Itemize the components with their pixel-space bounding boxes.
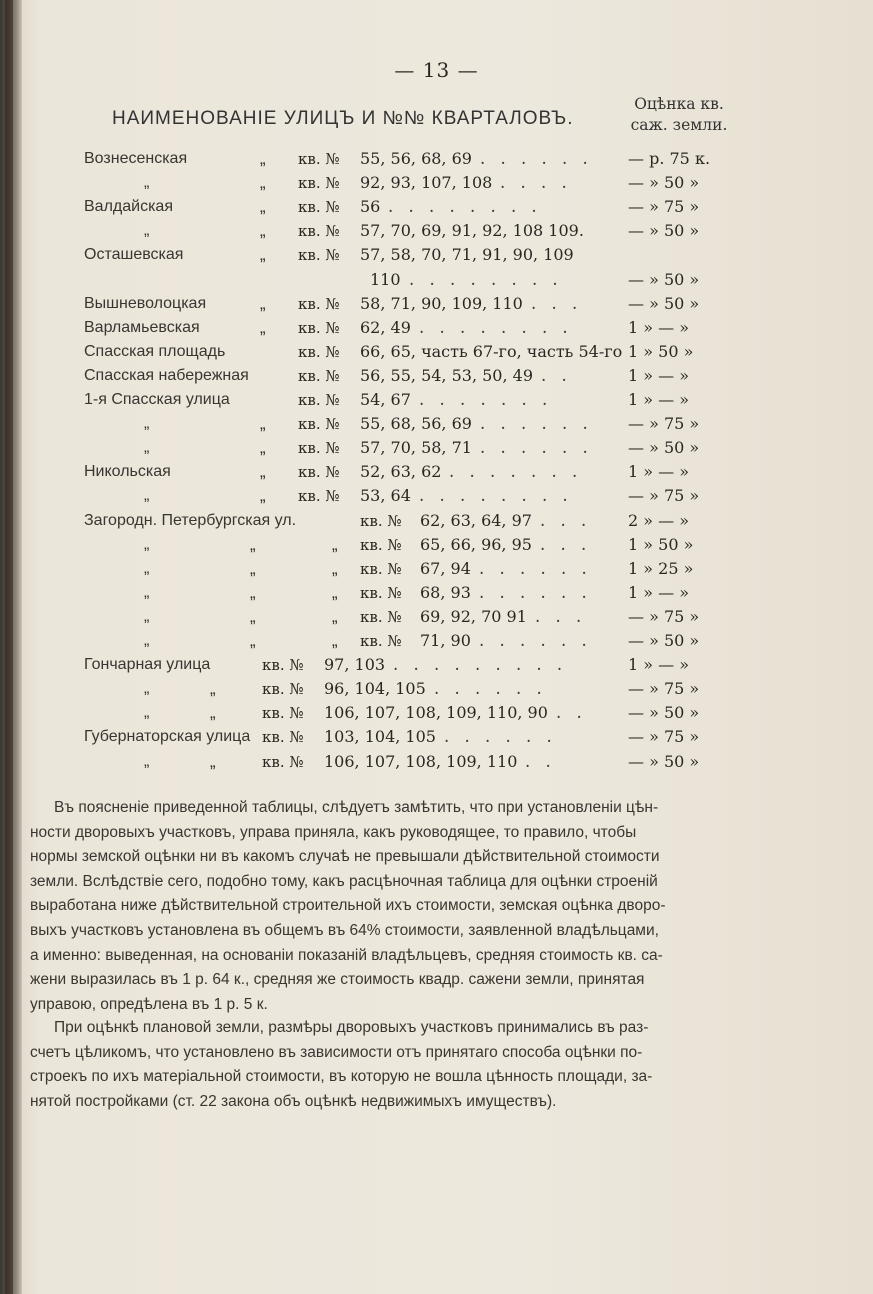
row-value: 1 » — » xyxy=(628,655,690,675)
row-value: — » 75 » xyxy=(628,679,700,699)
row-street: Спасская площадь xyxy=(84,342,226,360)
row-kv-label: кв. № xyxy=(262,680,304,699)
table-row xyxy=(0,244,873,266)
row-value: 2 » — » xyxy=(628,510,690,530)
row-quarters: 67, 94 xyxy=(420,558,471,578)
row-value: — р. 75 к. xyxy=(628,149,711,168)
table-row xyxy=(0,678,873,700)
row-quarters: 68, 93 xyxy=(420,582,471,602)
row-quarters: 58, 71, 90, 109, 110 xyxy=(360,293,523,313)
row-value: 1 » — » xyxy=(628,317,690,337)
row-quarters: 57, 70, 58, 71 xyxy=(360,438,472,458)
row-ditto-mark: „ xyxy=(332,583,338,602)
row-quarters: 106, 107, 108, 109, 110, 90 xyxy=(324,703,548,723)
row-dots: . . . . . . xyxy=(480,438,593,458)
row-kv-label: кв. № xyxy=(360,632,402,650)
paragraph-line: выхъ участковъ установлена въ общемъ въ 64% стоимости, заявленной владѣльцами, xyxy=(30,921,659,939)
row-street: „ xyxy=(144,583,150,601)
row-kv-label: кв. № xyxy=(298,246,340,265)
paragraph-line: земли. Вслѣдствіе сего, подобно тому, какъ расцѣночная таблица для оцѣнки строеній xyxy=(30,872,658,890)
paragraph-line: а именно: выведенная, на основаніи показаній владѣльцевъ, средняя стоимость кв. са- xyxy=(30,946,663,964)
row-value: 1 » 50 » xyxy=(628,341,694,361)
row-street: Губернаторская улица xyxy=(84,728,251,746)
row-dots: . . . . . . xyxy=(479,631,592,650)
row-kv-label: кв. № xyxy=(360,535,402,554)
row-dots: . . . . . . xyxy=(444,727,557,747)
table-row xyxy=(0,558,873,580)
row-ditto-mark: „ xyxy=(260,415,266,434)
row-dots: . . . . . . xyxy=(480,149,593,168)
row-dots: . . . xyxy=(535,606,587,626)
table-row xyxy=(0,606,873,628)
table-row xyxy=(0,269,873,291)
row-quarters: 62, 49 xyxy=(360,317,411,337)
row-street: Валдайская xyxy=(84,198,173,216)
row-kv-label: кв. № xyxy=(262,728,304,747)
value-header-line1: Оцѣнка кв. xyxy=(634,95,724,113)
row-dots: . . . . . . . . xyxy=(409,269,563,289)
table-row xyxy=(0,341,873,363)
table-row xyxy=(0,510,873,532)
row-street: Вознесенская xyxy=(84,150,188,167)
table-row xyxy=(0,413,873,435)
row-ditto-mark: „ xyxy=(210,704,216,723)
row-quarters: 103, 104, 105 xyxy=(324,727,436,747)
row-ditto-mark: „ xyxy=(250,559,256,578)
paragraph-line: нятой постройками (ст. 22 закона объ оцѣнкѣ недвижимыхъ имуществъ). xyxy=(30,1092,557,1110)
row-quarters: 53, 64 xyxy=(360,486,411,506)
paragraph-line: При оцѣнкѣ плановой земли, размѣры дворовыхъ участковъ принимались въ раз- xyxy=(54,1019,649,1036)
row-dots: . . xyxy=(541,365,572,385)
row-dots: . . xyxy=(525,751,556,771)
paragraph-line: нормы земской оцѣнки ни въ какомъ случаѣ не превышали дѣйствительной стоимости xyxy=(30,848,660,866)
row-quarters: 55, 56, 68, 69 xyxy=(360,149,472,168)
row-value: — » 50 » xyxy=(628,703,700,723)
row-dots: . . . . . . xyxy=(434,679,547,699)
paragraph-line: жени выразилась въ 1 р. 64 к., средняя же стоимость квадр. сажени земли, принятая xyxy=(30,971,645,989)
row-value: — » 75 » xyxy=(628,606,700,626)
table-row xyxy=(0,461,873,483)
row-kv-label: кв. № xyxy=(298,415,340,434)
row-value: — » 75 » xyxy=(628,414,700,434)
page-number: — 13 — xyxy=(394,58,479,82)
row-dots: . . . . . . . . xyxy=(419,486,573,506)
table-row xyxy=(0,172,873,194)
table-row xyxy=(0,220,873,242)
paragraph-line: счетъ цѣликомъ, что установлено въ зависимости отъ принятаго способа оцѣнки по- xyxy=(30,1043,643,1061)
row-street: „ xyxy=(144,487,150,505)
row-ditto-mark: „ xyxy=(250,535,256,554)
row-ditto-mark: „ xyxy=(332,607,338,626)
table-row xyxy=(0,702,873,724)
row-ditto-mark: „ xyxy=(332,559,338,578)
row-kv-label: кв. № xyxy=(262,704,304,723)
row-street: „ xyxy=(144,752,150,770)
row-value: — » 50 » xyxy=(628,173,700,193)
row-dots: . . . . . . . xyxy=(449,462,583,482)
row-kv-label: кв. № xyxy=(262,752,304,771)
row-quarters: 56 xyxy=(360,197,381,217)
row-quarters: 71, 90 xyxy=(420,631,471,650)
row-ditto-mark: „ xyxy=(260,222,266,241)
row-street: Спасская набережная xyxy=(84,366,249,384)
row-ditto-mark: „ xyxy=(260,318,266,337)
row-kv-label: кв. № xyxy=(298,463,340,482)
row-value: — » 50 » xyxy=(628,751,700,771)
row-ditto-mark: „ xyxy=(260,487,266,506)
paragraph-line: управою, опредѣлена въ 1 р. 5 к. xyxy=(30,995,268,1013)
row-street: Варламьевская xyxy=(84,318,200,336)
row-kv-label: кв. № xyxy=(298,150,340,168)
table-row xyxy=(0,317,873,339)
row-dots: . . . . . . . . . xyxy=(393,655,568,675)
row-kv-label: кв. № xyxy=(298,222,340,241)
paragraph-line: строекъ по ихъ матеріальной стоимости, въ которую не вошла цѣнность площади, за- xyxy=(30,1068,653,1086)
row-ditto-mark: „ xyxy=(210,680,216,699)
row-street: „ xyxy=(144,559,150,577)
row-value: — » 50 » xyxy=(628,438,700,458)
row-dots: . . . . . . . . xyxy=(419,317,573,337)
row-street: „ xyxy=(144,415,150,433)
row-quarters: 66, 65, часть 67-го, часть 54-го xyxy=(360,341,623,361)
table-row xyxy=(0,148,873,170)
value-header-line2: саж. земли. xyxy=(630,116,728,134)
row-value: 1 » 50 » xyxy=(628,534,694,554)
row-dots: . . . xyxy=(540,510,592,530)
row-value: — » 50 » xyxy=(628,221,700,241)
row-kv-label: кв. № xyxy=(298,174,340,193)
row-quarters: 110 xyxy=(370,269,401,289)
row-value: — » 50 » xyxy=(628,269,700,289)
row-value: — » 50 » xyxy=(628,293,700,313)
row-kv-label: кв. № xyxy=(298,366,340,385)
row-quarters: 56, 55, 54, 53, 50, 49 xyxy=(360,365,534,385)
table-row xyxy=(0,485,873,507)
row-dots: . . . . xyxy=(500,173,572,193)
row-kv-label: кв. № xyxy=(298,294,340,313)
table-row xyxy=(0,196,873,218)
row-quarters: 96, 104, 105 xyxy=(324,679,426,699)
row-ditto-mark: „ xyxy=(260,246,266,265)
row-street: „ xyxy=(144,632,150,649)
row-value: — » 75 » xyxy=(628,197,700,217)
row-dots: . . . xyxy=(540,534,592,554)
row-street: 1-я Спасская улица xyxy=(84,391,230,408)
row-kv-label: кв. № xyxy=(360,607,402,626)
row-quarters: 57, 58, 70, 71, 91, 90, 109 xyxy=(360,245,574,265)
row-ditto-mark: „ xyxy=(210,752,216,771)
row-ditto-mark: „ xyxy=(332,535,338,554)
row-quarters: 54, 67 xyxy=(360,390,411,409)
row-kv-label: кв. № xyxy=(360,559,402,578)
row-street: „ xyxy=(144,680,150,698)
row-street: Вышневолоцкая xyxy=(84,294,207,312)
row-kv-label: кв. № xyxy=(298,391,340,409)
row-street: „ xyxy=(144,174,150,192)
paragraph-1 xyxy=(30,796,810,1017)
row-kv-label: кв. № xyxy=(262,656,304,675)
row-dots: . . . . . . . xyxy=(419,390,553,409)
row-street: Осташевская xyxy=(84,246,184,264)
row-value: — » 75 » xyxy=(628,486,700,506)
row-value: 1 » — » xyxy=(628,365,690,385)
row-quarters: 52, 63, 62 xyxy=(360,462,442,482)
table-row xyxy=(0,726,873,748)
row-ditto-mark: „ xyxy=(250,583,256,602)
row-street: „ xyxy=(144,535,150,553)
row-kv-label: кв. № xyxy=(298,318,340,337)
row-value: — » 75 » xyxy=(628,727,700,747)
row-ditto-mark: „ xyxy=(332,632,338,650)
row-quarters: 97, 103 xyxy=(324,655,386,675)
row-street: „ xyxy=(144,607,150,625)
table-row xyxy=(0,437,873,459)
row-value: 1 » — » xyxy=(628,582,690,602)
row-dots: . . . xyxy=(531,293,583,313)
row-value: — » 50 » xyxy=(628,631,700,650)
row-dots: . . . . . . xyxy=(479,582,592,602)
row-ditto-mark: „ xyxy=(250,607,256,626)
row-quarters: 69, 92, 70 91 xyxy=(420,606,527,626)
row-dots: . . . . . . xyxy=(480,414,593,434)
row-ditto-mark: „ xyxy=(260,463,266,482)
row-ditto-mark: „ xyxy=(260,174,266,193)
row-value: 1 » — » xyxy=(628,390,690,409)
row-quarters: 57, 70, 69, 91, 92, 108 109. xyxy=(360,221,584,241)
row-ditto-mark: „ xyxy=(260,294,266,313)
row-street: „ xyxy=(144,222,150,240)
table-header-value xyxy=(624,94,734,136)
table-row xyxy=(0,630,873,652)
row-ditto-mark: „ xyxy=(250,632,256,650)
row-street: „ xyxy=(144,704,150,722)
table-row xyxy=(0,654,873,676)
row-street: Никольская xyxy=(84,463,171,481)
table-row xyxy=(0,365,873,387)
table-header-title: НАИМЕНОВАНІЕ УЛИЦЪ И №№ КВАРТАЛОВЪ. xyxy=(112,108,574,129)
row-kv-label: кв. № xyxy=(360,583,402,602)
table-row xyxy=(0,582,873,604)
row-dots: . . xyxy=(556,703,587,723)
table-row xyxy=(0,389,873,411)
row-street: Загородн. Петербургская ул. xyxy=(84,511,297,529)
table-row xyxy=(0,293,873,315)
row-ditto-mark: „ xyxy=(260,198,266,217)
row-ditto-mark: „ xyxy=(260,150,266,168)
row-kv-label: кв. № xyxy=(298,198,340,217)
row-value: 1 » 25 » xyxy=(628,558,694,578)
paragraph-line: ности дворовыхъ участковъ, управа приняла, какъ руководящее, то правило, чтобы xyxy=(30,823,637,841)
paragraph-line: выработана ниже дѣйствительной строительной ихъ стоимости, земская оцѣнка дворо- xyxy=(30,897,666,915)
row-dots: . . . . . . xyxy=(479,558,592,578)
row-quarters: 92, 93, 107, 108 xyxy=(360,173,493,193)
row-value: 1 » — » xyxy=(628,462,690,482)
row-quarters: 106, 107, 108, 109, 110 xyxy=(324,751,518,771)
table-row xyxy=(0,534,873,556)
row-street: Гончарная улица xyxy=(84,656,211,674)
row-kv-label: кв. № xyxy=(298,342,340,361)
row-quarters: 55, 68, 56, 69 xyxy=(360,414,472,434)
table-row xyxy=(0,751,873,773)
row-kv-label: кв. № xyxy=(298,487,340,506)
row-dots: . . . . . . . . xyxy=(388,197,542,217)
paragraph-line: Въ поясненіе приведенной таблицы, слѣдуетъ замѣтить, что при установленіи цѣн- xyxy=(54,799,659,816)
row-quarters: 65, 66, 96, 95 xyxy=(420,534,532,554)
row-kv-label: кв. № xyxy=(360,511,402,530)
row-street: „ xyxy=(144,439,150,457)
paragraph-2 xyxy=(30,1016,810,1114)
row-ditto-mark: „ xyxy=(260,439,266,458)
row-quarters: 62, 63, 64, 97 xyxy=(420,510,532,530)
row-kv-label: кв. № xyxy=(298,439,340,458)
